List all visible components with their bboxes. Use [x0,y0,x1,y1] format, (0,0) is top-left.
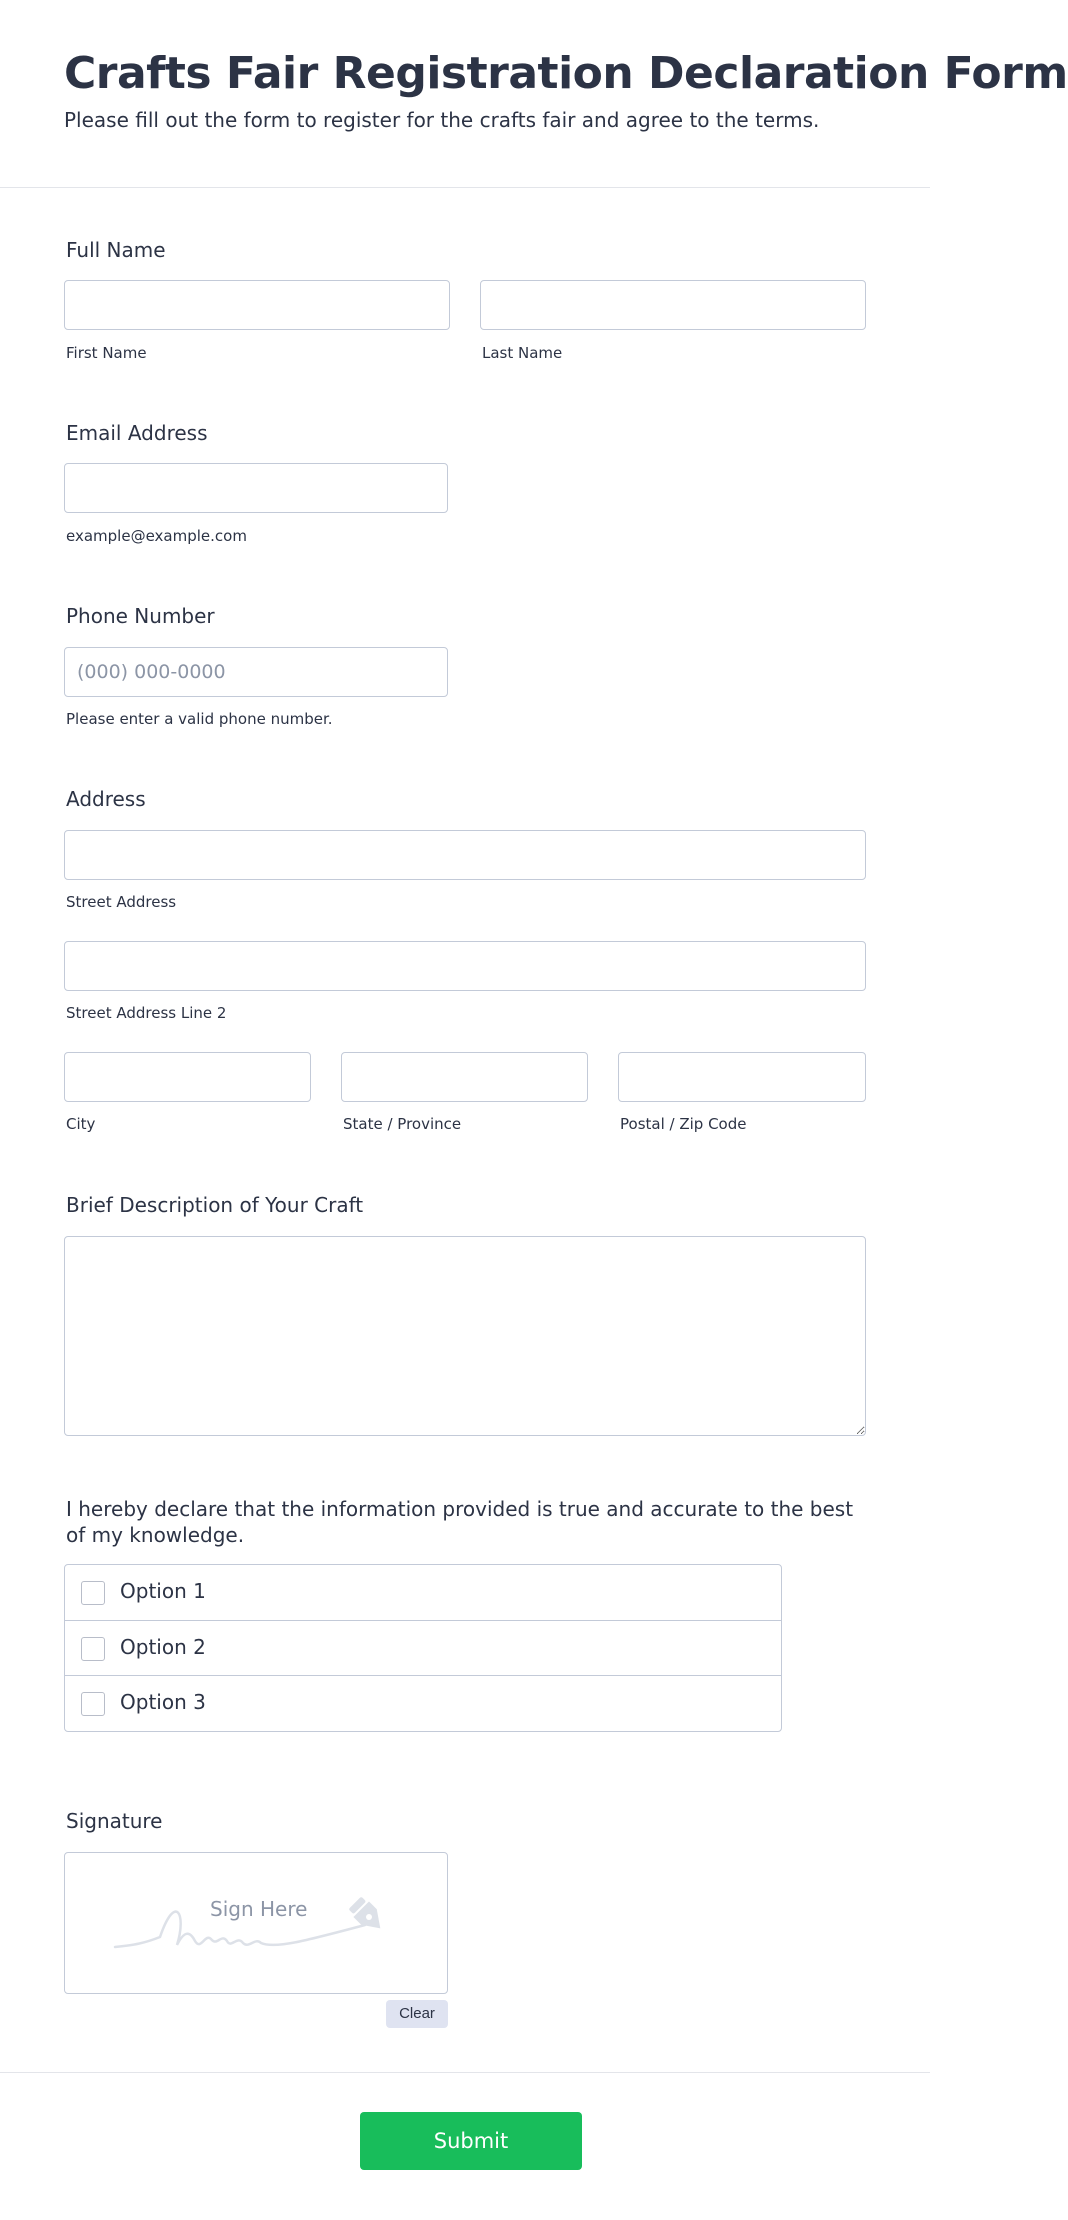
footer-divider [0,2072,930,2073]
form-subtitle: Please fill out the form to register for the crafts fair and agree to the terms. [64,108,820,132]
street-address-line2-sublabel: Street Address Line 2 [66,1004,227,1022]
signature-label: Signature [66,1809,163,1833]
street-address-line2-input[interactable] [64,941,866,991]
description-label: Brief Description of Your Craft [66,1193,364,1217]
signature-scribble-icon [65,1853,449,1995]
zip-sublabel: Postal / Zip Code [620,1115,747,1133]
full-name-label: Full Name [66,238,166,262]
sign-here-text: Sign Here [210,1897,308,1921]
phone-label: Phone Number [66,604,215,628]
last-name-input[interactable] [480,280,866,330]
signature-pad[interactable] [64,1852,448,1994]
city-sublabel: City [66,1115,96,1133]
state-input[interactable] [341,1052,588,1102]
street-address-sublabel: Street Address [66,893,177,911]
street-address-input[interactable] [64,830,866,880]
last-name-sublabel: Last Name [482,344,563,362]
state-sublabel: State / Province [343,1115,462,1133]
phone-sublabel: Please enter a valid phone number. [66,710,333,728]
clear-signature-button[interactable]: Clear [386,2000,448,2028]
declaration-checklist [64,1564,782,1732]
first-name-input[interactable] [64,280,450,330]
description-textarea[interactable] [64,1236,866,1436]
phone-input[interactable] [64,647,448,697]
checkbox[interactable] [81,1637,105,1661]
submit-button[interactable]: Submit [360,2112,582,2170]
email-label: Email Address [66,421,208,445]
declaration-label: I hereby declare that the information provided is true and accurate to the best of my knowledge. [66,1497,854,1547]
option-label: Option 1 [120,1579,206,1603]
declaration-option-2[interactable] [65,1620,781,1675]
address-label: Address [66,787,146,811]
form-header [0,0,1068,188]
declaration-option-3[interactable] [65,1675,781,1730]
first-name-sublabel: First Name [66,344,147,362]
form-title: Crafts Fair Registration Declaration Form [64,48,1068,99]
declaration-option-1[interactable] [65,1565,781,1620]
city-input[interactable] [64,1052,311,1102]
email-input[interactable] [64,463,448,513]
pen-nib-icon [347,1895,391,1939]
email-sublabel: example@example.com [66,527,247,545]
checkbox[interactable] [81,1692,105,1716]
option-label: Option 2 [120,1635,206,1659]
checkbox[interactable] [81,1581,105,1605]
zip-input[interactable] [618,1052,866,1102]
option-label: Option 3 [120,1690,206,1714]
